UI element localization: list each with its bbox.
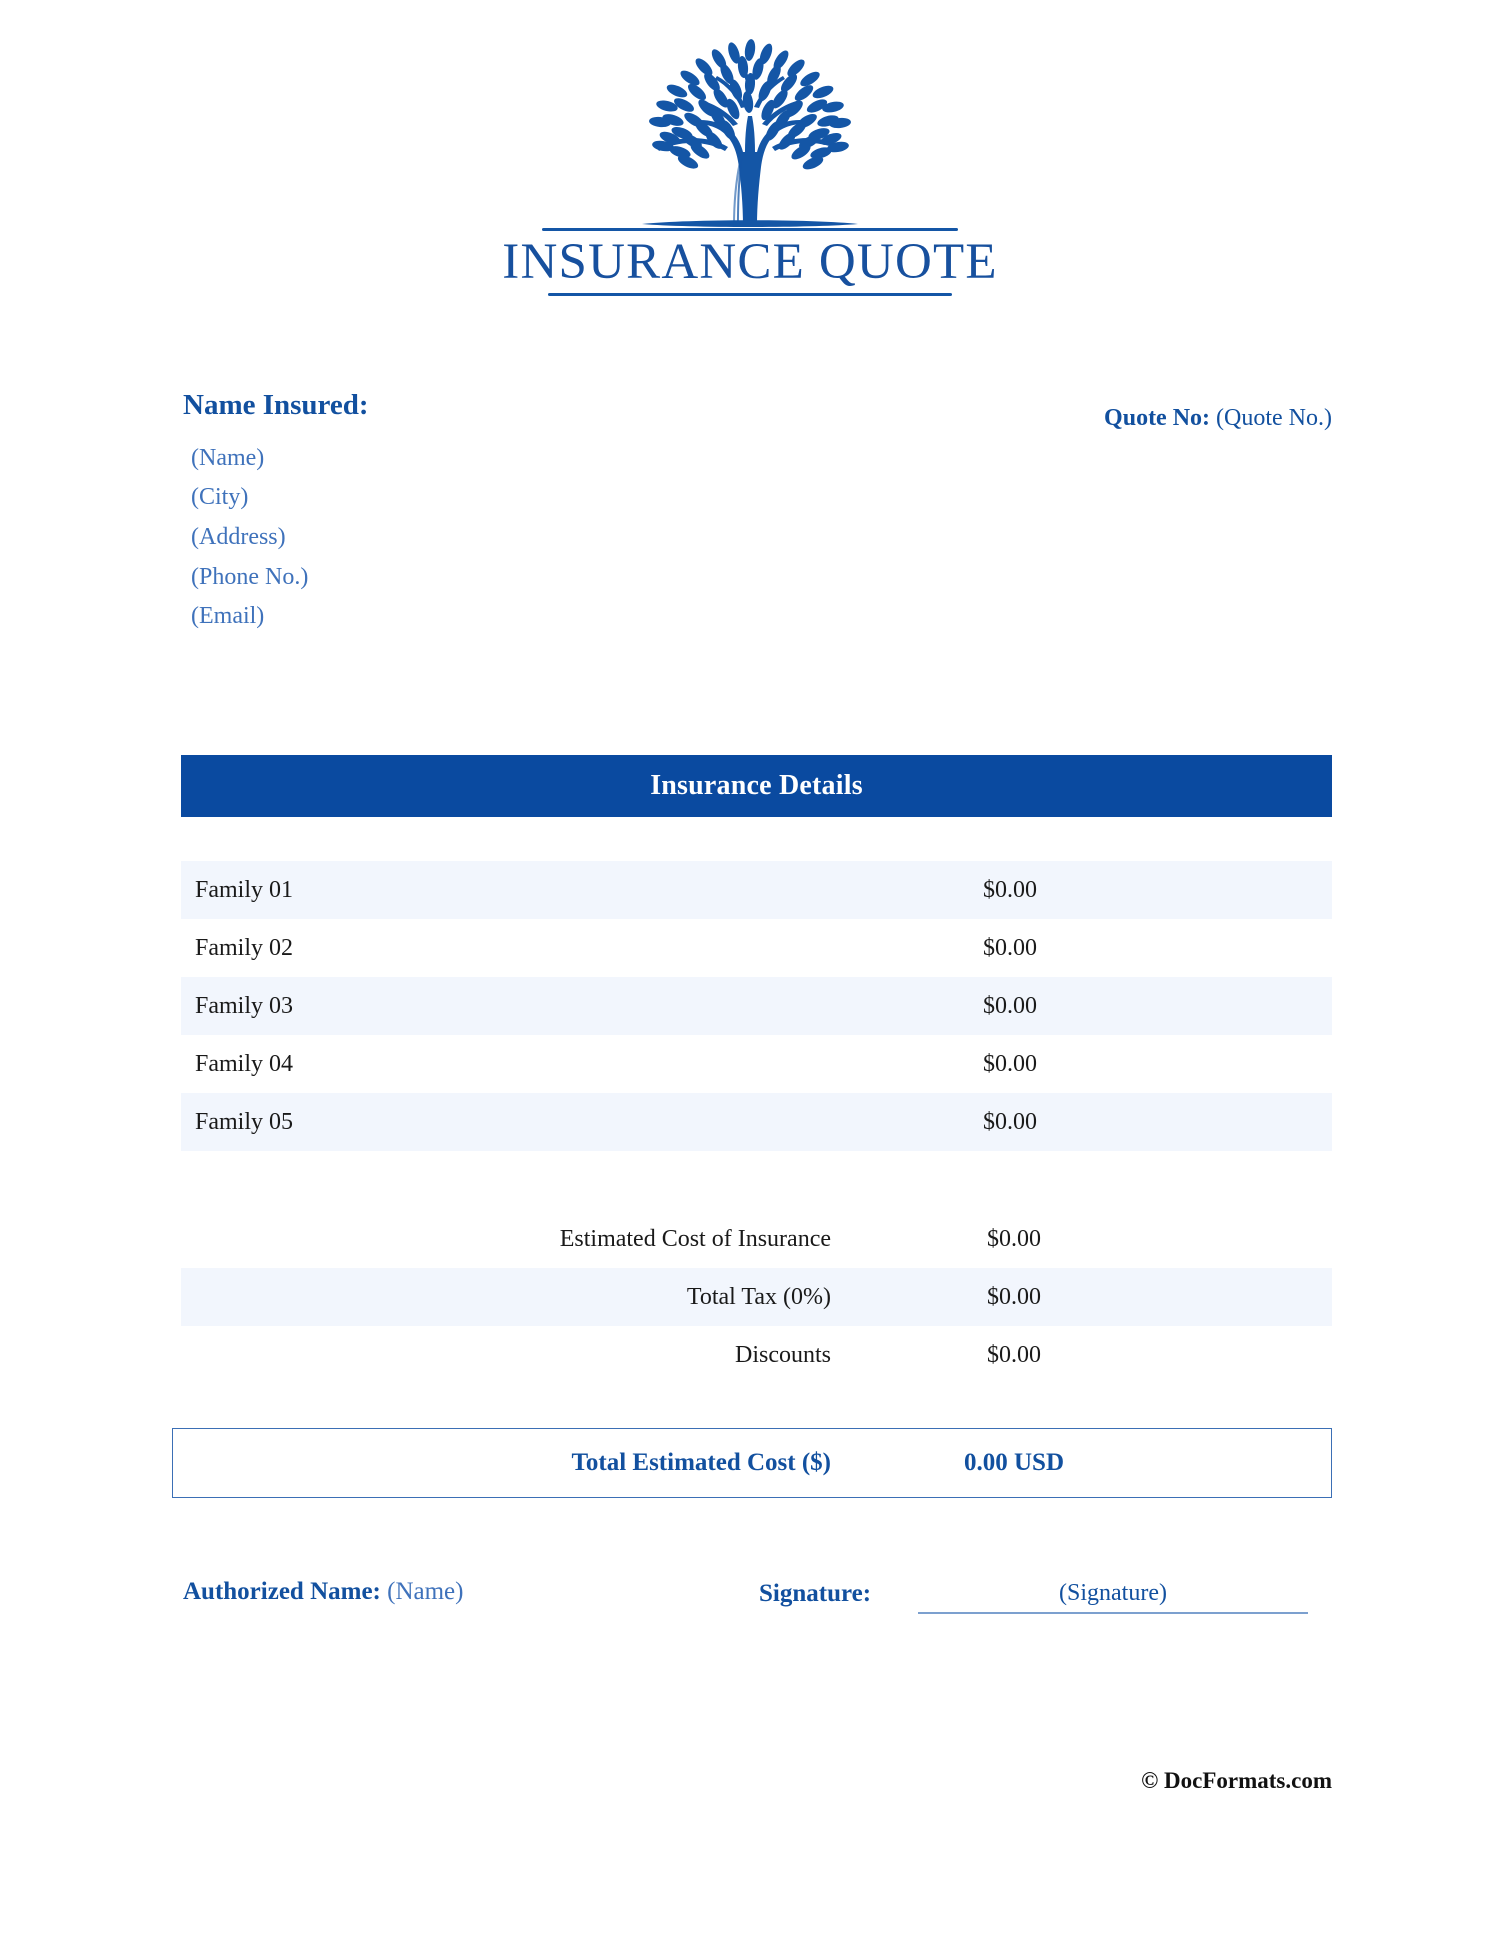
authorized-name-field[interactable]: (Name) [387, 1578, 464, 1605]
title-rule-bottom [548, 293, 952, 296]
total-amount[interactable]: $0.00 [987, 1341, 1041, 1368]
table-row [181, 1093, 1332, 1151]
insured-block [183, 388, 743, 637]
totals-table [181, 1210, 1332, 1384]
signature-label: Signature: [759, 1580, 872, 1607]
total-label: Total Tax (0%) [686, 1283, 831, 1310]
signature-value[interactable]: (Signature) [1059, 1580, 1167, 1606]
footer-copyright: © DocFormats.com [1141, 1768, 1332, 1793]
grand-total-label: Total Estimated Cost ($) [571, 1449, 831, 1476]
item-amount[interactable]: $0.00 [983, 1108, 1037, 1135]
signature-row [183, 1578, 1333, 1638]
total-amount[interactable]: $0.00 [987, 1283, 1041, 1310]
insured-city-field[interactable]: (City) [191, 484, 249, 511]
signature-line [918, 1612, 1308, 1614]
total-label: Discounts [735, 1341, 831, 1368]
item-amount[interactable]: $0.00 [983, 876, 1037, 903]
item-label: Family 04 [195, 1050, 294, 1077]
signature-field[interactable] [918, 1578, 1308, 1614]
table-row [181, 977, 1332, 1035]
item-amount[interactable]: $0.00 [983, 934, 1037, 961]
tree-logo-icon [600, 34, 900, 239]
page-title: INSURANCE QUOTE [502, 234, 998, 290]
insurance-details-title: Insurance Details [650, 770, 863, 801]
insured-heading: Name Insured: [183, 389, 369, 421]
quote-number-label: Quote No: [1104, 405, 1211, 431]
insured-name-field[interactable]: (Name) [191, 444, 265, 471]
quote-number-block [1104, 405, 1332, 432]
item-label: Family 05 [195, 1108, 294, 1135]
grand-total-box [172, 1428, 1332, 1498]
item-amount[interactable]: $0.00 [983, 992, 1037, 1019]
quote-number-field[interactable]: (Quote No.) [1216, 405, 1332, 431]
table-row [181, 1268, 1332, 1326]
total-amount[interactable]: $0.00 [987, 1225, 1041, 1252]
table-row [181, 1035, 1332, 1093]
table-row [181, 861, 1332, 919]
item-label: Family 02 [195, 934, 294, 961]
document-title-block [0, 228, 1500, 296]
authorized-name-block [183, 1578, 463, 1606]
logo-block [0, 34, 1500, 239]
insured-phone-field[interactable]: (Phone No.) [191, 563, 309, 590]
total-label: Estimated Cost of Insurance [559, 1225, 831, 1252]
grand-total-amount[interactable]: 0.00 USD [963, 1449, 1064, 1476]
insured-email-field[interactable]: (Email) [191, 603, 265, 630]
authorized-name-label: Authorized Name: [183, 1578, 381, 1605]
table-row [181, 919, 1332, 977]
table-row [181, 1326, 1332, 1384]
insurance-details-header [181, 755, 1332, 817]
insured-address-field[interactable]: (Address) [191, 523, 286, 550]
title-rule-top [542, 228, 958, 231]
item-label: Family 03 [195, 992, 294, 1019]
table-row [181, 1210, 1332, 1268]
insurance-items-table [181, 861, 1332, 1151]
item-amount[interactable]: $0.00 [983, 1050, 1037, 1077]
item-label: Family 01 [195, 876, 294, 903]
